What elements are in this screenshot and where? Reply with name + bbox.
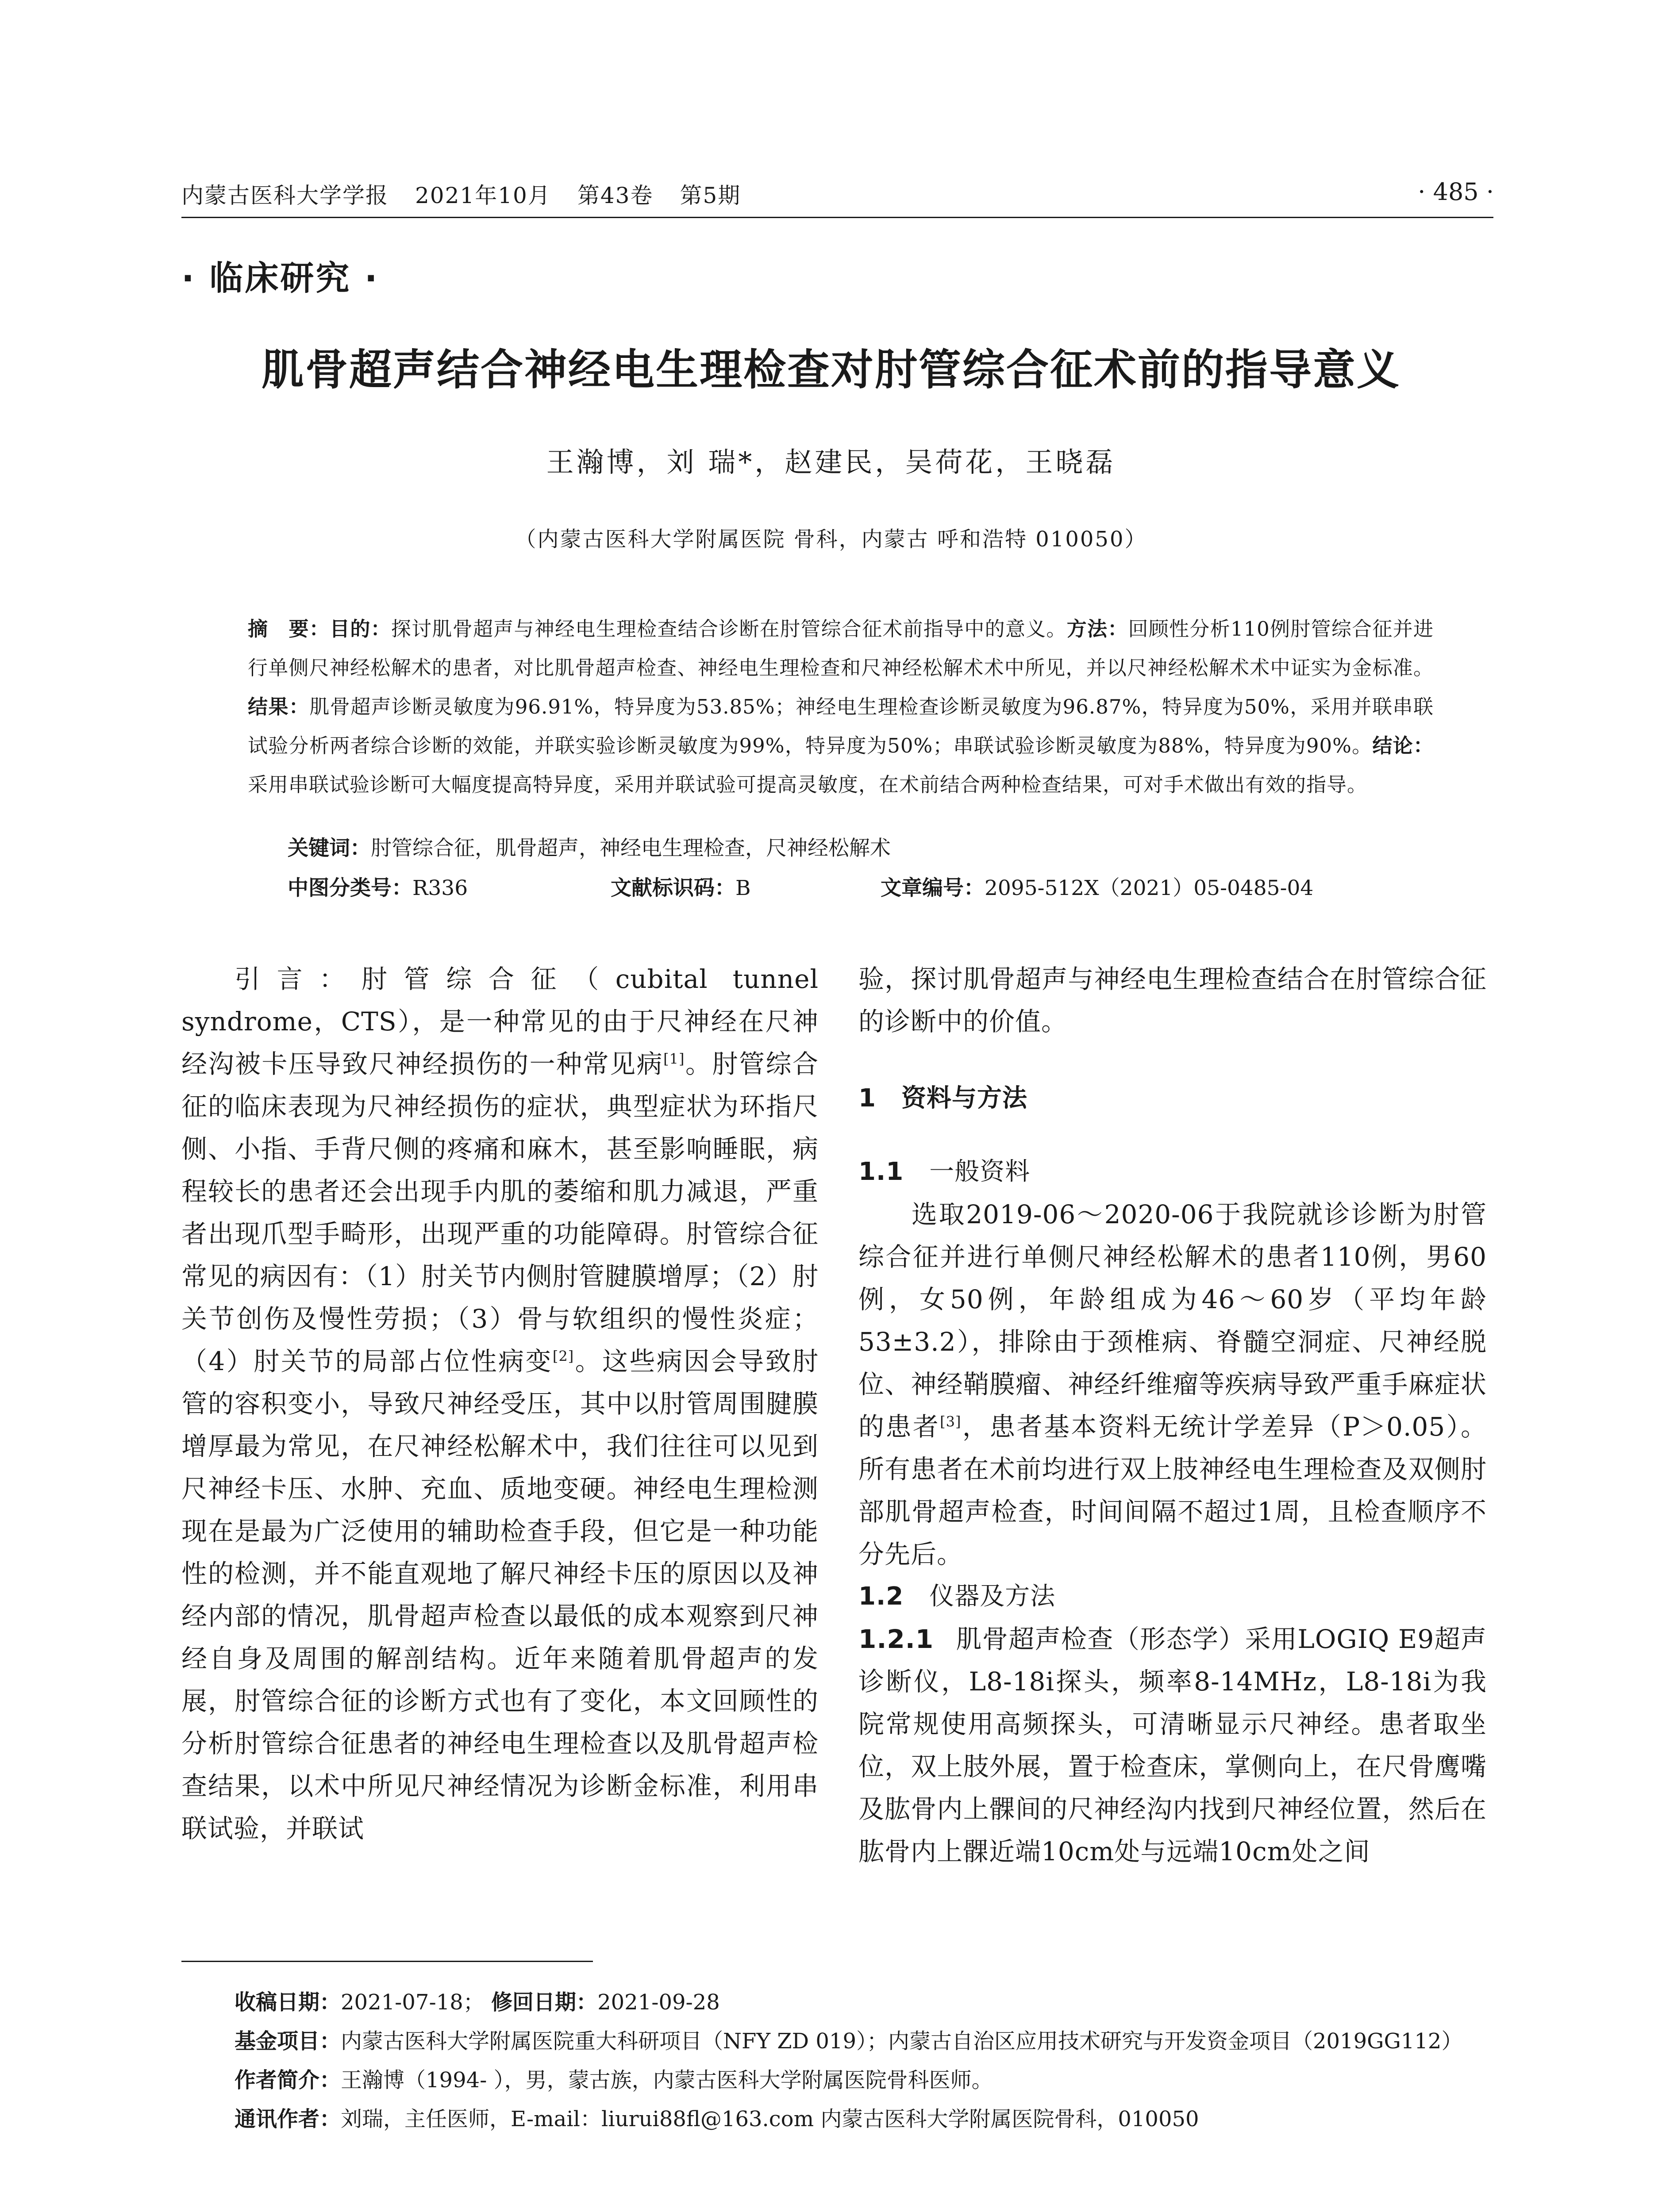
conclusion-label: 结论：: [1372, 734, 1434, 757]
subheading-number: 1.2.1: [858, 1624, 934, 1654]
journal-name: 内蒙古医科大学学报: [181, 183, 389, 208]
revised-date: 2021-09-28: [597, 1990, 720, 2015]
body-left-column: [181, 958, 819, 1850]
heading-number: 1.1: [858, 1157, 904, 1186]
citation-2: [2]: [552, 1348, 574, 1365]
footnote-author: [235, 2063, 993, 2093]
intro-text-a: 引言：肘管综合征（cubital tunnel syndrome，CTS），是一种常见的由于尺神经在尺神经沟被卡压导致尺神经损伤的一种常见病: [181, 964, 819, 1079]
result-label: 结果：: [248, 695, 310, 718]
received-label: 收稿日期：: [235, 1990, 341, 2015]
citation-3: [3]: [940, 1413, 962, 1430]
corr-label: 通讯作者：: [235, 2107, 341, 2131]
affiliation: （内蒙古医科大学附属医院 骨科，内蒙古 呼和浩特 010050）: [515, 527, 1147, 552]
issue-date: 2021年10月: [415, 183, 551, 208]
paper-title: 肌骨超声结合神经电生理检查对肘管综合征术前的指导意义: [262, 345, 1400, 395]
intro-end: 验，探讨肌骨超声与神经电生理检查结合在肘管综合征的诊断中的价值。: [858, 964, 1487, 1037]
article-value: 2095-512X（2021）05-0485-04: [985, 876, 1314, 900]
page-number: · 485 ·: [1418, 178, 1494, 206]
heading-number: 1.2: [858, 1582, 904, 1611]
running-header: [181, 178, 767, 210]
section-heading-1-1: [858, 1151, 1487, 1193]
heading-title: 一般资料: [929, 1157, 1031, 1186]
clc-value: R336: [412, 876, 468, 900]
citation-1: [1]: [663, 1050, 685, 1068]
volume: 第43卷: [577, 183, 654, 208]
footnote-divider: [181, 1961, 593, 1962]
clc-label: 中图分类号：: [288, 876, 412, 900]
method-text: 回顾性分析110例肘管综合征并进行单侧尺神经松解术的患者，对比肌骨超声检查、神经电生理检查和尺神经松解术术中所见，并以尺神经松解术术中证实为金标准。: [248, 617, 1434, 680]
received-date: 2021-07-18；: [341, 1990, 485, 2015]
paragraph-general-data: [858, 1193, 1487, 1575]
author-bio-label: 作者简介：: [235, 2068, 341, 2093]
doc-value: B: [735, 876, 751, 900]
clc-number: [288, 872, 468, 901]
paragraph-ultrasound-method: [858, 1618, 1487, 1873]
purpose-label: 目的：: [330, 617, 391, 641]
author-bio-text: 王瀚博（1994- ），男，蒙古族，内蒙古医科大学附属医院骨科医师。: [341, 2068, 993, 2093]
para-text-b: ，患者基本资料无统计学差异（P＞0.05）。所有患者在术前均进行双上肢神经电生理检查及双侧肘部肌骨超声检查，时间间隔不超过1周，且检查顺序不分先后。: [858, 1412, 1487, 1569]
article-number: [881, 872, 1313, 901]
article-label: 文章编号：: [881, 876, 985, 900]
para-text: 肌骨超声检查（形态学）采用LOGIQ E9超声诊断仪，L8-18i探头，频率8-14MHz，L8-18i为我院常规使用高频探头，可清晰显示尺神经。患者取坐位，双上肢外展，置于检查床，掌侧向上，在尺骨鹰嘴及肱骨内上髁间的尺神经沟内找到尺神经位置，然后在肱骨内上髁近端10cm处与远端10cm处之间: [858, 1624, 1487, 1866]
intro-text-c: 。这些病因会导致肘管的容积变小，导致尺神经受压，其中以肘管周围腱膜增厚最为常见，在尺神经松解术中，我们往往可以见到尺神经卡压、水肿、充血、质地变硬。神经电生理检测现在是最为广泛使用的辅助检查手段，但它是一种功能性的检测，并不能直观地了解尺神经卡压的原因以及神经内部的情况，肌骨超声检查以最低的成本观察到尺神经自身及周围的解剖结构。近年来随着肌骨超声的发展，肘管综合征的诊断方式也有了变化，本文回顾性的分析肘管综合征患者的神经电生理检查以及肌骨超声检查结果，以术中所见尺神经情况为诊断金标准，利用串联试验，并联试: [181, 1346, 819, 1843]
body-right-column: [858, 958, 1487, 1873]
header-divider: [181, 217, 1493, 218]
section-tag: · 临床研究 ·: [181, 258, 379, 298]
result-text: 肌骨超声诊断灵敏度为96.91%，特异度为53.85%；神经电生理检查诊断灵敏度为96.87%，特异度为50%，采用并联串联试验分析两者综合诊断的效能，并联实验诊断灵敏度为99%，特异度为50%；串联试验诊断灵敏度为88%，特异度为90%。: [248, 695, 1434, 757]
keywords: [288, 832, 891, 861]
issue: 第5期: [680, 183, 741, 208]
keywords-label: 关键词：: [288, 836, 371, 860]
footnote-correspondence: [235, 2102, 1199, 2132]
corr-text: 刘瑞，主任医师，E-mail：liurui88fl@163.com 内蒙古医科大学附属医院骨科，010050: [341, 2107, 1199, 2131]
abstract-label: 摘 要：: [248, 617, 330, 641]
heading-title: 仪器及方法: [929, 1582, 1056, 1611]
purpose-text: 探讨肌骨超声与神经电生理检查结合诊断在肘管综合征术前指导中的意义。: [391, 617, 1067, 641]
revised-label: 修回日期：: [491, 1990, 598, 2015]
keywords-text: 肘管综合征，肌骨超声，神经电生理检查，尺神经松解术: [371, 836, 891, 860]
fund-text: 内蒙古医科大学附属医院重大科研项目（NFY ZD 019）；内蒙古自治区应用技术研究与开发资金项目（2019GG112）: [341, 2029, 1463, 2054]
doc-label: 文献标识码：: [611, 876, 735, 900]
footnote-dates: [235, 1985, 720, 2016]
abstract: [248, 610, 1434, 804]
section-heading-1: 1 资料与方法: [858, 1084, 1027, 1113]
section-heading-1-2: [858, 1575, 1487, 1618]
method-label: 方法：: [1066, 617, 1128, 641]
conclusion-text: 采用串联试验诊断可大幅度提高特异度，采用并联试验可提高灵敏度，在术前结合两种检查结果，可对手术做出有效的指导。: [248, 773, 1368, 796]
author-list: 王瀚博，刘 瑞*，赵建民，吴荷花，王晓磊: [546, 446, 1116, 478]
footnote-fund: [235, 2024, 1462, 2055]
fund-label: 基金项目：: [235, 2029, 341, 2054]
intro-text-b: 。肘管综合征的临床表现为尺神经损伤的症状，典型症状为环指尺侧、小指、手背尺侧的疼痛和麻木，甚至影响睡眠，病程较长的患者还会出现手内肌的萎缩和肌力减退，严重者出现爪型手畸形，出现严重的功能障碍。肘管综合征常见的病因有：（1）肘关节内侧肘管腱膜增厚；（2）肘关节创伤及慢性劳损；（3）骨与软组织的慢性炎症；（4）肘关节的局部占位性病变: [181, 1049, 819, 1376]
document-code: [611, 872, 751, 901]
para-text-a: 选取2019-06～2020-06于我院就诊诊断为肘管综合征并进行单侧尺神经松解术的患者110例，男60例，女50例，年龄组成为46～60岁（平均年龄53±3.2），排除由于颈椎病、脊髓空洞症、尺神经脱位、神经鞘膜瘤、神经纤维瘤等疾病导致严重手麻症状的患者: [858, 1199, 1487, 1442]
